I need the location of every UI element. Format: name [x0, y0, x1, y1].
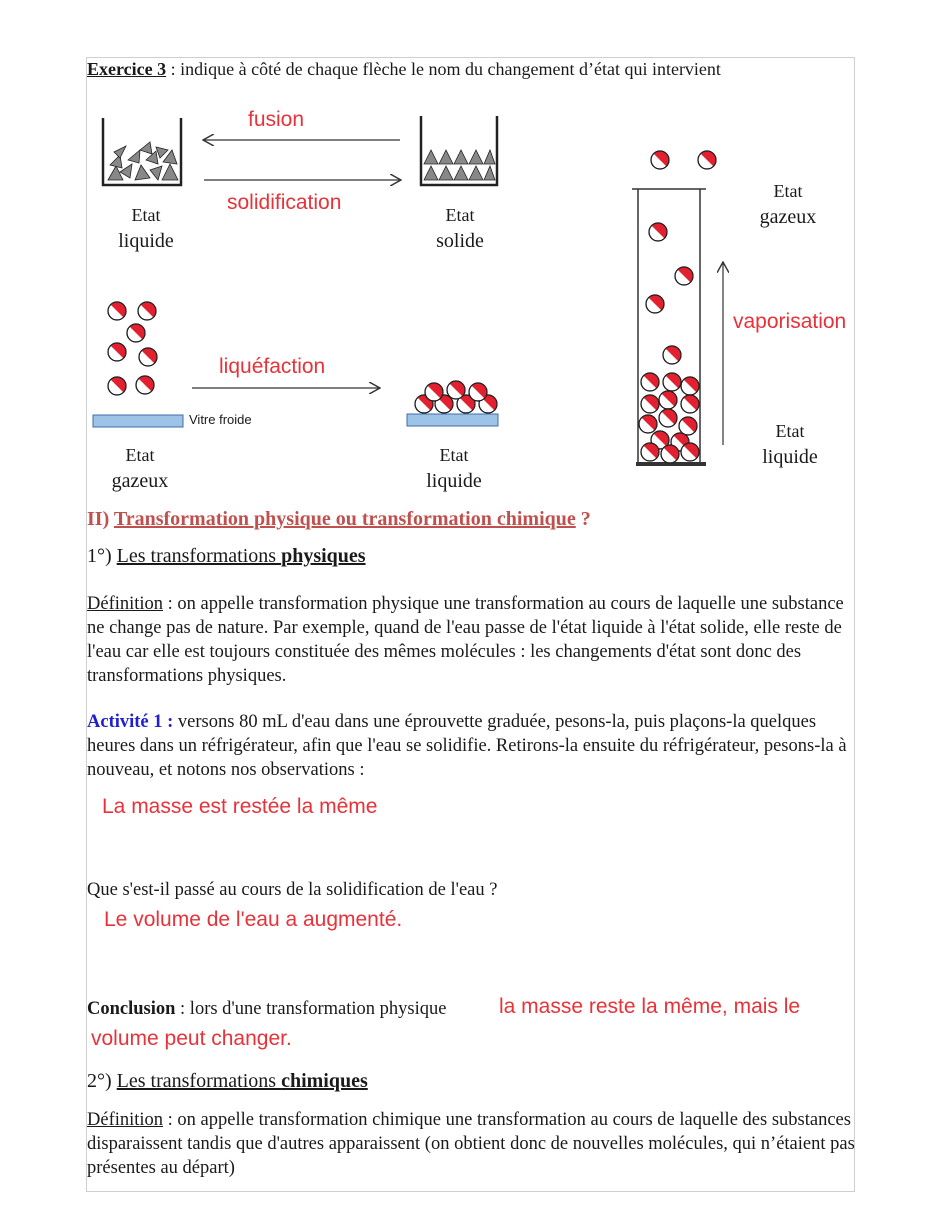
answer-1: La masse est restée la même — [102, 795, 378, 818]
beaker-liquid — [103, 118, 181, 185]
state-liquid-bottom: Etat liquide — [426, 445, 482, 492]
state-solid-top: Etat solide — [436, 205, 484, 252]
cold-glass-right — [407, 414, 498, 426]
activity-1: Activité 1 : versons 80 mL d'eau dans une éprouvette graduée, pesons-la, puis plaçons-la quelques heures dans un réfrigérateur, afin que l'eau se solidifie. Retirons-la ensuite du réfrigérateur, pesons-la à nouveau, et notons nos observations : — [87, 712, 847, 780]
cold-glass-left — [93, 415, 183, 427]
gas-molecules — [108, 302, 157, 395]
definition-chimique: Définition : on appelle transformation chimique une transformation au cours de laquelle des substances disparaissent tandis que d'autres apparaissent (on obtient donc de nouvelles molécules, qui n’étaient pas présentes au départ) — [87, 1110, 855, 1178]
tube-gas-molecules — [646, 151, 716, 364]
state-tube-liquid: Etat liquide — [762, 421, 818, 468]
state-gas-bottom: Etat gazeux — [111, 445, 169, 492]
answer-2: Le volume de l'eau a augmenté. — [104, 908, 403, 931]
question-solidification: Que s'est-il passé au cours de la solidification de l'eau ? — [87, 880, 498, 900]
conclusion-answer-line1: la masse reste la même, mais le — [499, 995, 801, 1018]
label-vaporisation: vaporisation — [733, 310, 847, 333]
tube-liquid-molecules — [639, 373, 699, 463]
exercise-title-bold: Exercice 3 — [87, 59, 167, 79]
label-liquefaction: liquéfaction — [219, 355, 326, 378]
exercise-title-rest: : indique à côté de chaque flèche le nom du changement d’état qui intervient — [166, 59, 721, 79]
conclusion-answer-line2: volume peut changer. — [91, 1027, 292, 1050]
label-solidification: solidification — [227, 191, 342, 214]
beaker-solid — [421, 116, 497, 185]
heading-chimiques: 2°) Les transformations chimiques — [87, 1070, 368, 1092]
conclusion: Conclusion : lors d'une transformation physique — [87, 999, 447, 1019]
section2-heading: II) Transformation physique ou transformation chimique ? — [87, 508, 591, 530]
label-fusion: fusion — [248, 108, 305, 131]
state-tube-gas: Etat gazeux — [759, 181, 817, 228]
heading-physiques: 1°) Les transformations physiques — [87, 545, 366, 567]
state-liquid-top: Etat liquide — [118, 205, 174, 252]
definition-physique: Définition : on appelle transformation physique une transformation au cours de laquelle une substance ne change pas de nature. Par exemple, quand de l'eau passe de l'état liquide à l'état solide, elle reste de l'eau car elle est toujours constituée des mêmes molécules : les changements d'état sont donc des transformations physiques. — [87, 594, 844, 686]
liquid-molecules-glass — [415, 381, 497, 413]
label-vitre-froide: Vitre froide — [189, 412, 252, 427]
